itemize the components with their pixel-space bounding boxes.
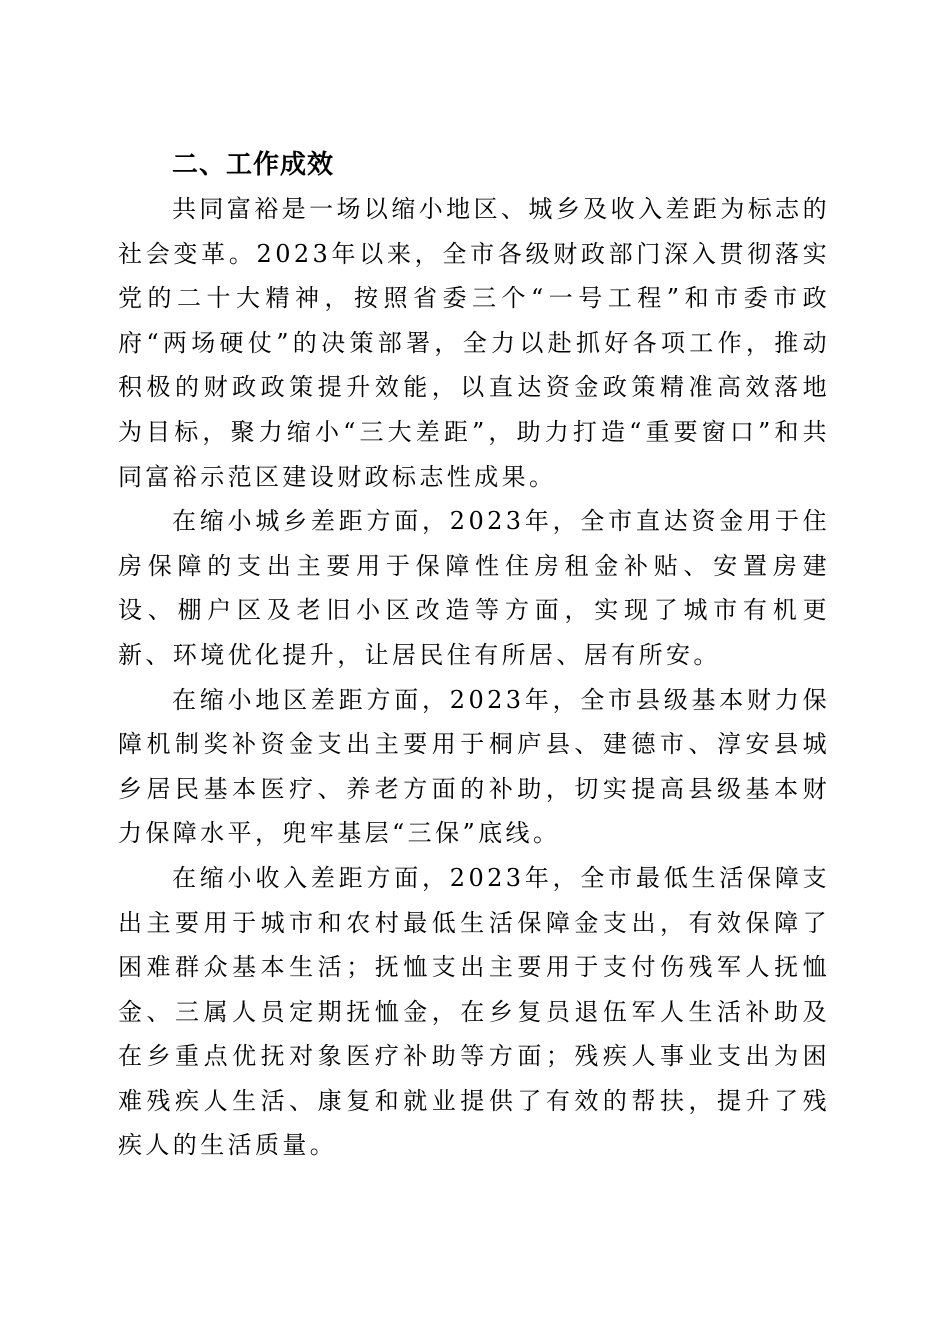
section-heading: 二、工作成效 — [172, 150, 335, 180]
paragraph-income-gap: 在缩小收入差距方面，2023年，全市最低生活保障支出主要用于城市和农村最低生活保障金支出，有效保障了困难群众基本生活；抚恤支出主要用于支付伤残军人抚恤金、三属人员定期抚恤金，在乡复员退伍军人生活补助及在乡重点优抚对象医疗补助等方面；残疾人事业支出为困难残疾人生活、康复和就业提供了有效的帮扶，提升了残疾人的生活质量。 — [118, 863, 830, 1160]
paragraph-regional-gap: 在缩小地区差距方面，2023年，全市县级基本财力保障机制奖补资金支出主要用于桐庐县、建德市、淳安县城乡居民基本医疗、养老方面的补助，切实提高县级基本财力保障水平，兜牢基层“三保”底线。 — [118, 685, 830, 848]
document-body — [118, 143, 830, 1168]
paragraph-urban-rural-gap: 在缩小城乡差距方面，2023年，全市直达资金用于住房保障的支出主要用于保障性住房租金补贴、安置房建设、棚户区及老旧小区改造等方面，实现了城市有机更新、环境优化提升，让居民住有所居、居有所安。 — [118, 507, 830, 669]
paragraph-overview: 共同富裕是一场以缩小地区、城乡及收入差距为标志的社会变革。2023年以来，全市各级财政部门深入贯彻落实党的二十大精神，按照省委三个“一号工程”和市委市政府“两场硬仗”的决策部署，全力以赴抓好各项工作，推动积极的财政政策提升效能，以直达资金政策精准高效落地为目标，聚力缩小“三大差距”，助力打造“重要窗口”和共同富裕示范区建设财政标志性成果。 — [118, 195, 830, 491]
